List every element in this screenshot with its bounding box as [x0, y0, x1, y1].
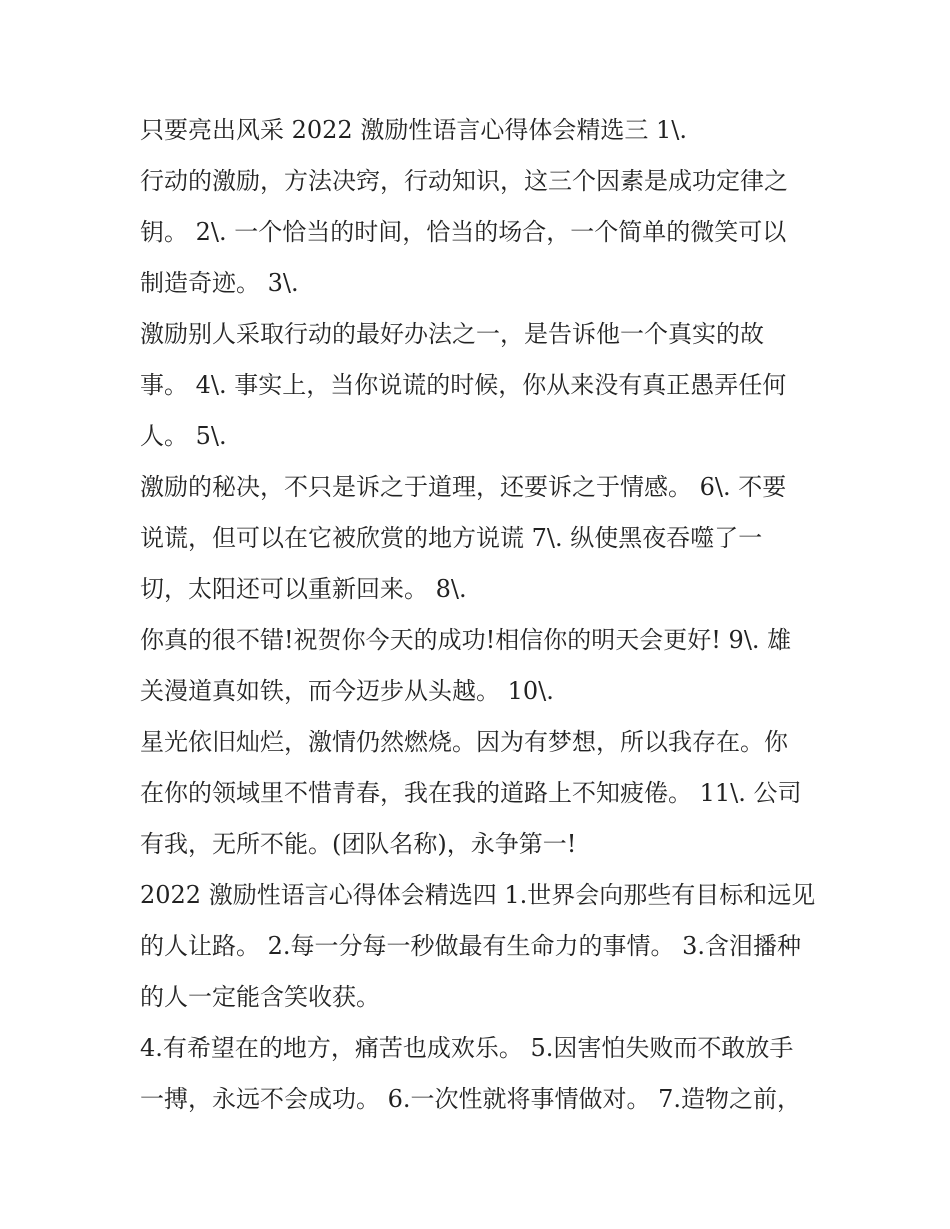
text-line-7: 人。 5\.: [140, 422, 227, 450]
text-line-18: 的人一定能含笑收获。: [140, 983, 380, 1011]
document-body: [140, 105, 820, 1125]
text-line-1: 只要亮出风采 2022 激励性语言心得体会精选三 1\.: [140, 116, 687, 144]
text-line-3: 钥。 2\. 一个恰当的时间，恰当的场合，一个简单的微笑可以: [140, 218, 787, 246]
text-line-2: 行动的激励，方法决窍，行动知识，这三个因素是成功定律之: [140, 167, 788, 195]
text-line-17: 的人让路。 2.每一分每一秒做最有生命力的事情。 3.含泪播种: [140, 932, 802, 960]
text-line-16: 2022 激励性语言心得体会精选四 1.世界会向那些有目标和远见: [140, 881, 816, 909]
text-line-8: 激励的秘决，不只是诉之于道理，还要诉之于情感。 6\. 不要: [140, 473, 787, 501]
text-line-12: 关漫道真如铁，而今迈步从头越。 10\.: [140, 677, 554, 705]
text-line-10: 切，太阳还可以重新回来。 8\.: [140, 575, 467, 603]
text-line-5: 激励别人采取行动的最好办法之一，是告诉他一个真实的故: [140, 320, 764, 348]
text-line-15: 有我，无所不能。(团队名称)，永争第一!: [140, 830, 577, 858]
text-line-14: 在你的领域里不惜青春，我在我的道路上不知疲倦。 11\. 公司: [140, 779, 802, 807]
text-line-4: 制造奇迹。 3\.: [140, 269, 299, 297]
text-line-13: 星光依旧灿烂，激情仍然燃烧。因为有梦想，所以我存在。你: [140, 728, 788, 756]
text-line-11: 你真的很不错!祝贺你今天的成功!相信你的明天会更好! 9\. 雄: [140, 626, 792, 654]
text-line-6: 事。 4\. 事实上，当你说谎的时候，你从来没有真正愚弄任何: [140, 371, 787, 399]
text-line-9: 说谎，但可以在它被欣赏的地方说谎 7\. 纵使黑夜吞噬了一: [140, 524, 763, 552]
text-line-19: 4.有希望在的地方，痛苦也成欢乐。 5.因害怕失败而不敢放手: [140, 1034, 794, 1062]
text-line-20: 一搏，永远不会成功。 6.一次性就将事情做对。 7.造物之前，: [140, 1085, 802, 1113]
